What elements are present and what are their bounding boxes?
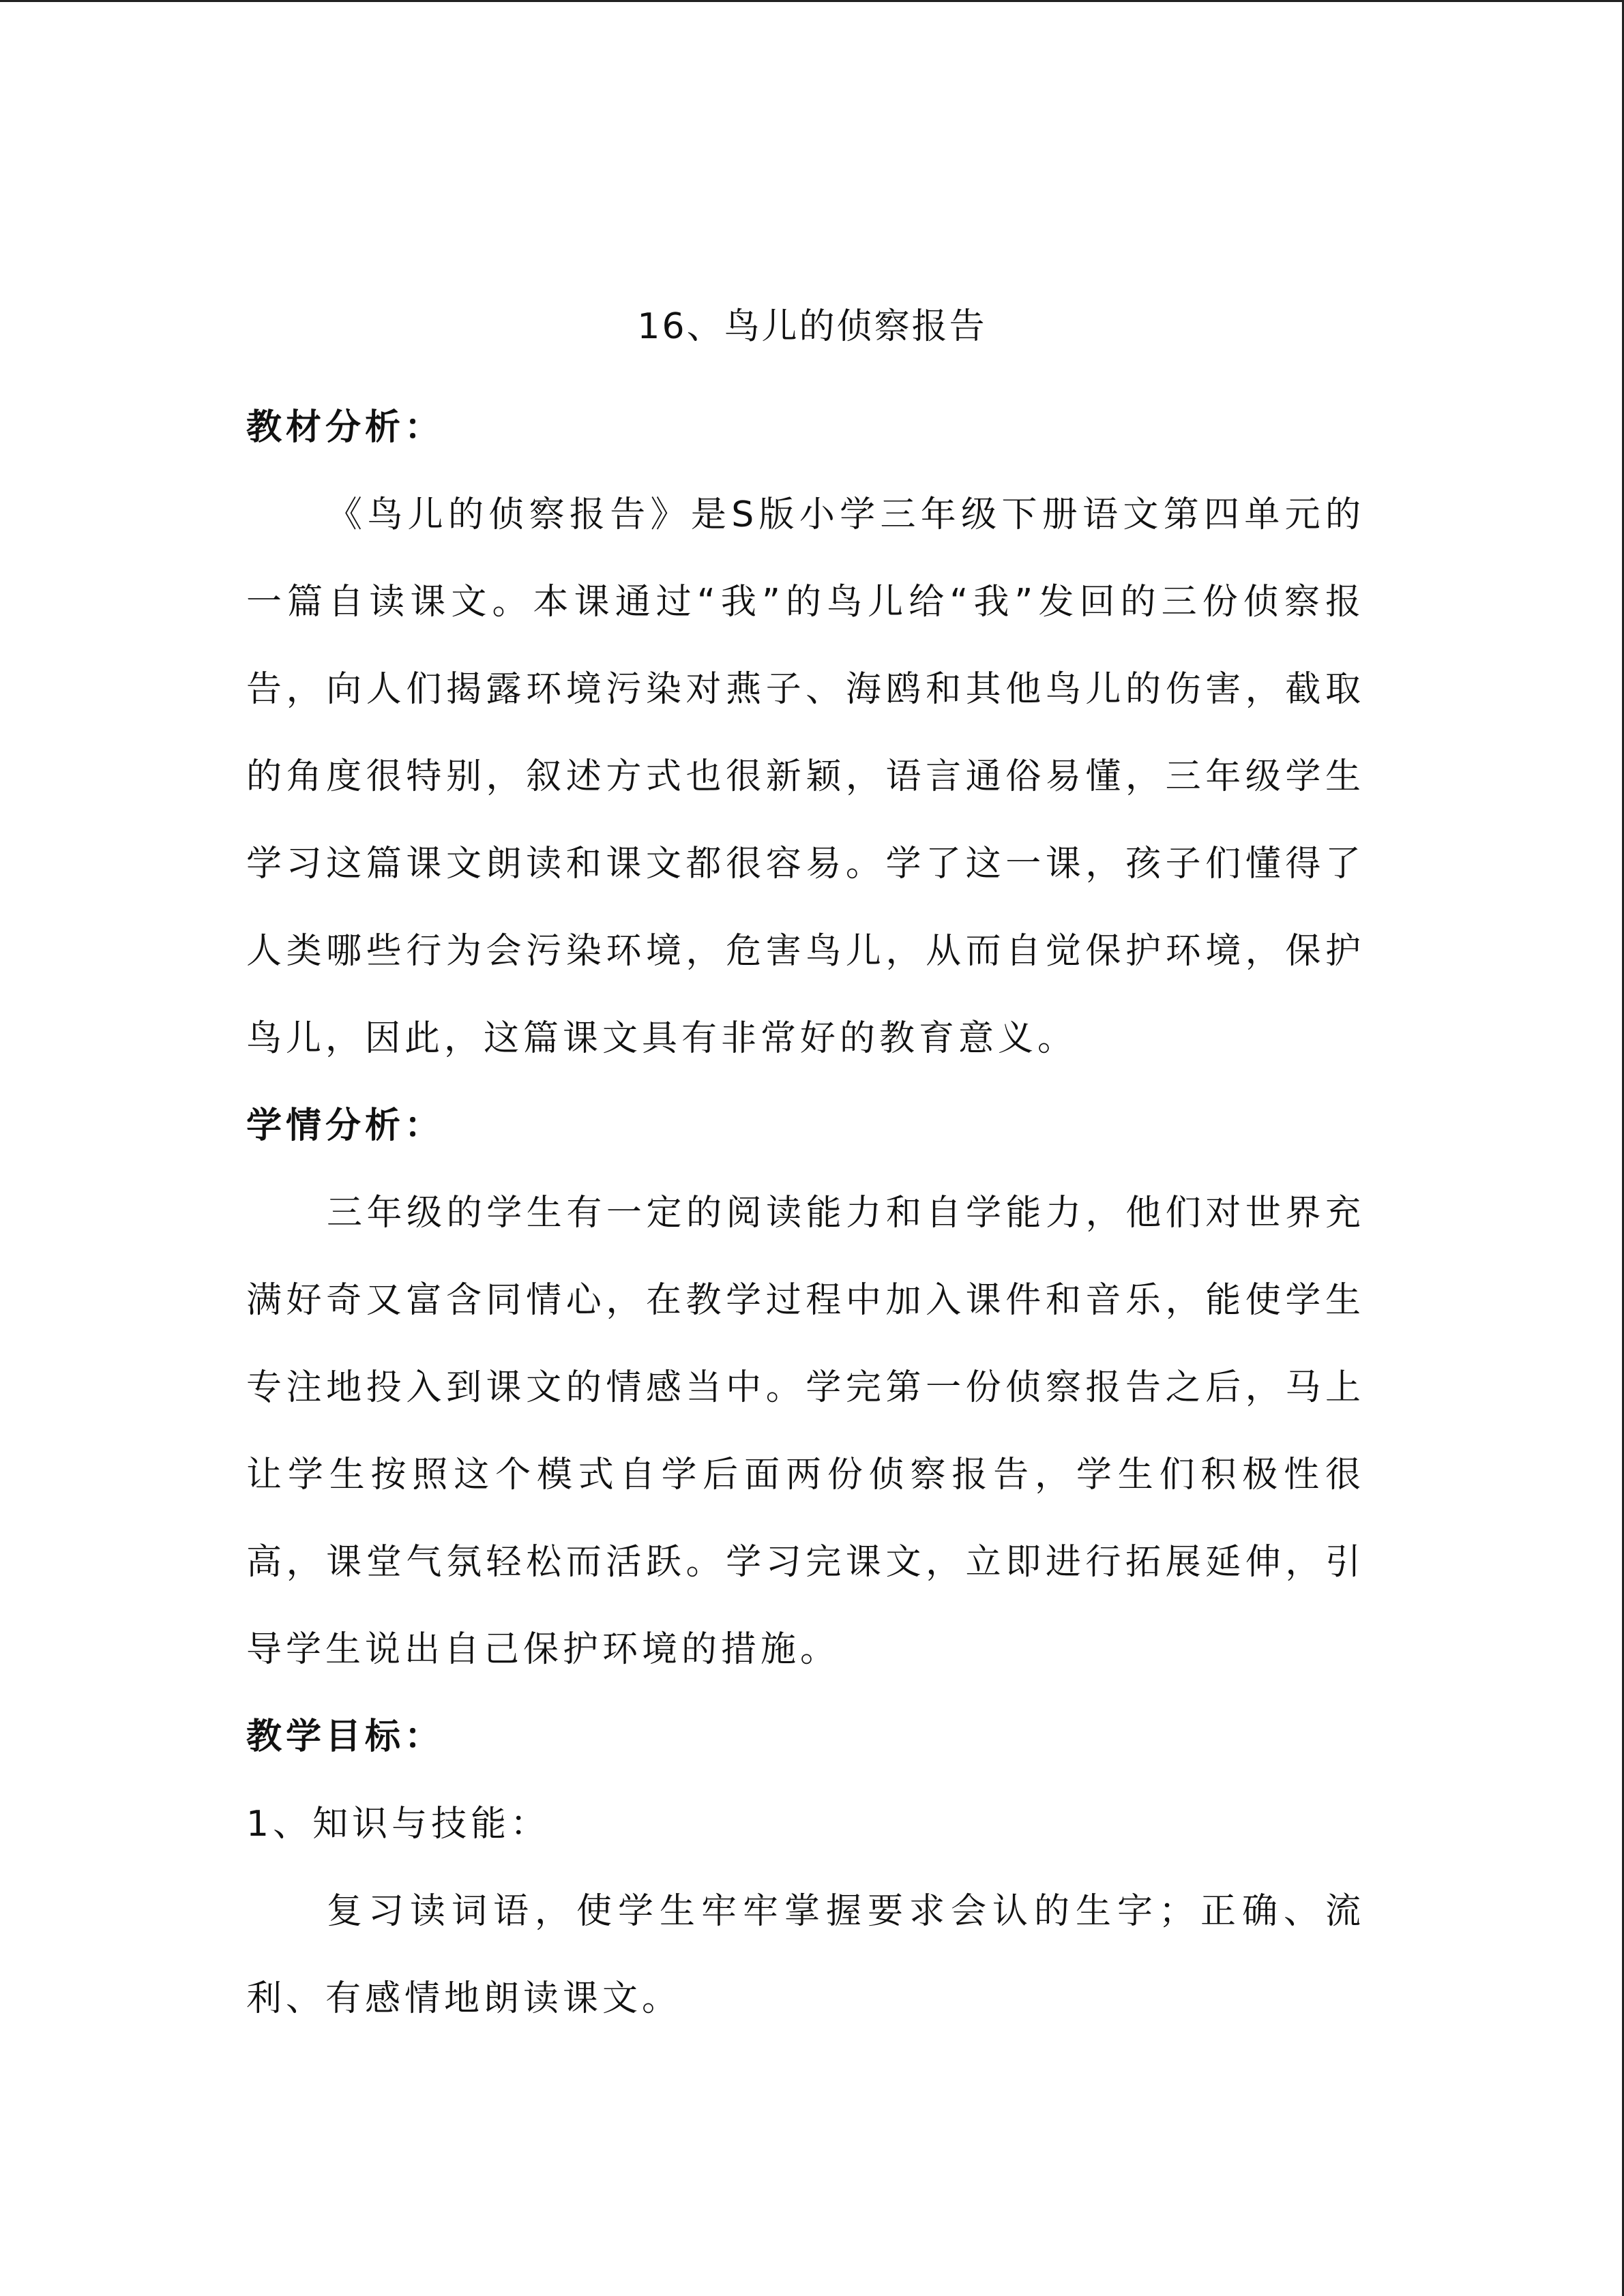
section-heading: 教学目标： — [246, 1716, 445, 1757]
document-title: 16、鸟儿的侦察报告 — [637, 306, 987, 347]
section-learner-analysis — [246, 1082, 1365, 1693]
section-paragraph: 复习读词语，使学生牢牢掌握要求会认的生字；正确、流利、有感情地朗读课文。 — [246, 1891, 1365, 2019]
document-body — [246, 384, 1365, 2042]
section-paragraph: 《鸟儿的侦察报告》是S版小学三年级下册语文第四单元的一篇自读课文。本课通过“我”的鸟儿给“我”发回的三份侦察报告，向人们揭露环境污染对燕子、海鸥和其他鸟儿的伤害，截取的角度很特别，叙述方式也很新颖，语言通俗易懂，三年级学生学习这篇课文朗读和课文都很容易。学了这一课，孩子们懂得了人类哪些行为会污染环境，危害鸟儿，从而自觉保护环境，保护鸟儿，因此，这篇课文具有非常好的教育意义。 — [246, 494, 1365, 1059]
section-subheading: 1、知识与技能： — [246, 1804, 550, 1845]
section-heading: 教材分析： — [246, 407, 445, 448]
section-teaching-objectives — [246, 1693, 1365, 2042]
section-material-analysis — [246, 384, 1365, 1082]
section-heading: 学情分析： — [246, 1105, 445, 1146]
section-paragraph: 三年级的学生有一定的阅读能力和自学能力，他们对世界充满好奇又富含同情心，在教学过程中加入课件和音乐，能使学生专注地投入到课文的情感当中。学完第一份侦察报告之后，马上让学生按照这个模式自学后面两份侦察报告，学生们积极性很高，课堂气氛轻松而活跃。学习完课文，立即进行拓展延伸，引导学生说出自己保护环境的措施。 — [246, 1193, 1365, 1670]
